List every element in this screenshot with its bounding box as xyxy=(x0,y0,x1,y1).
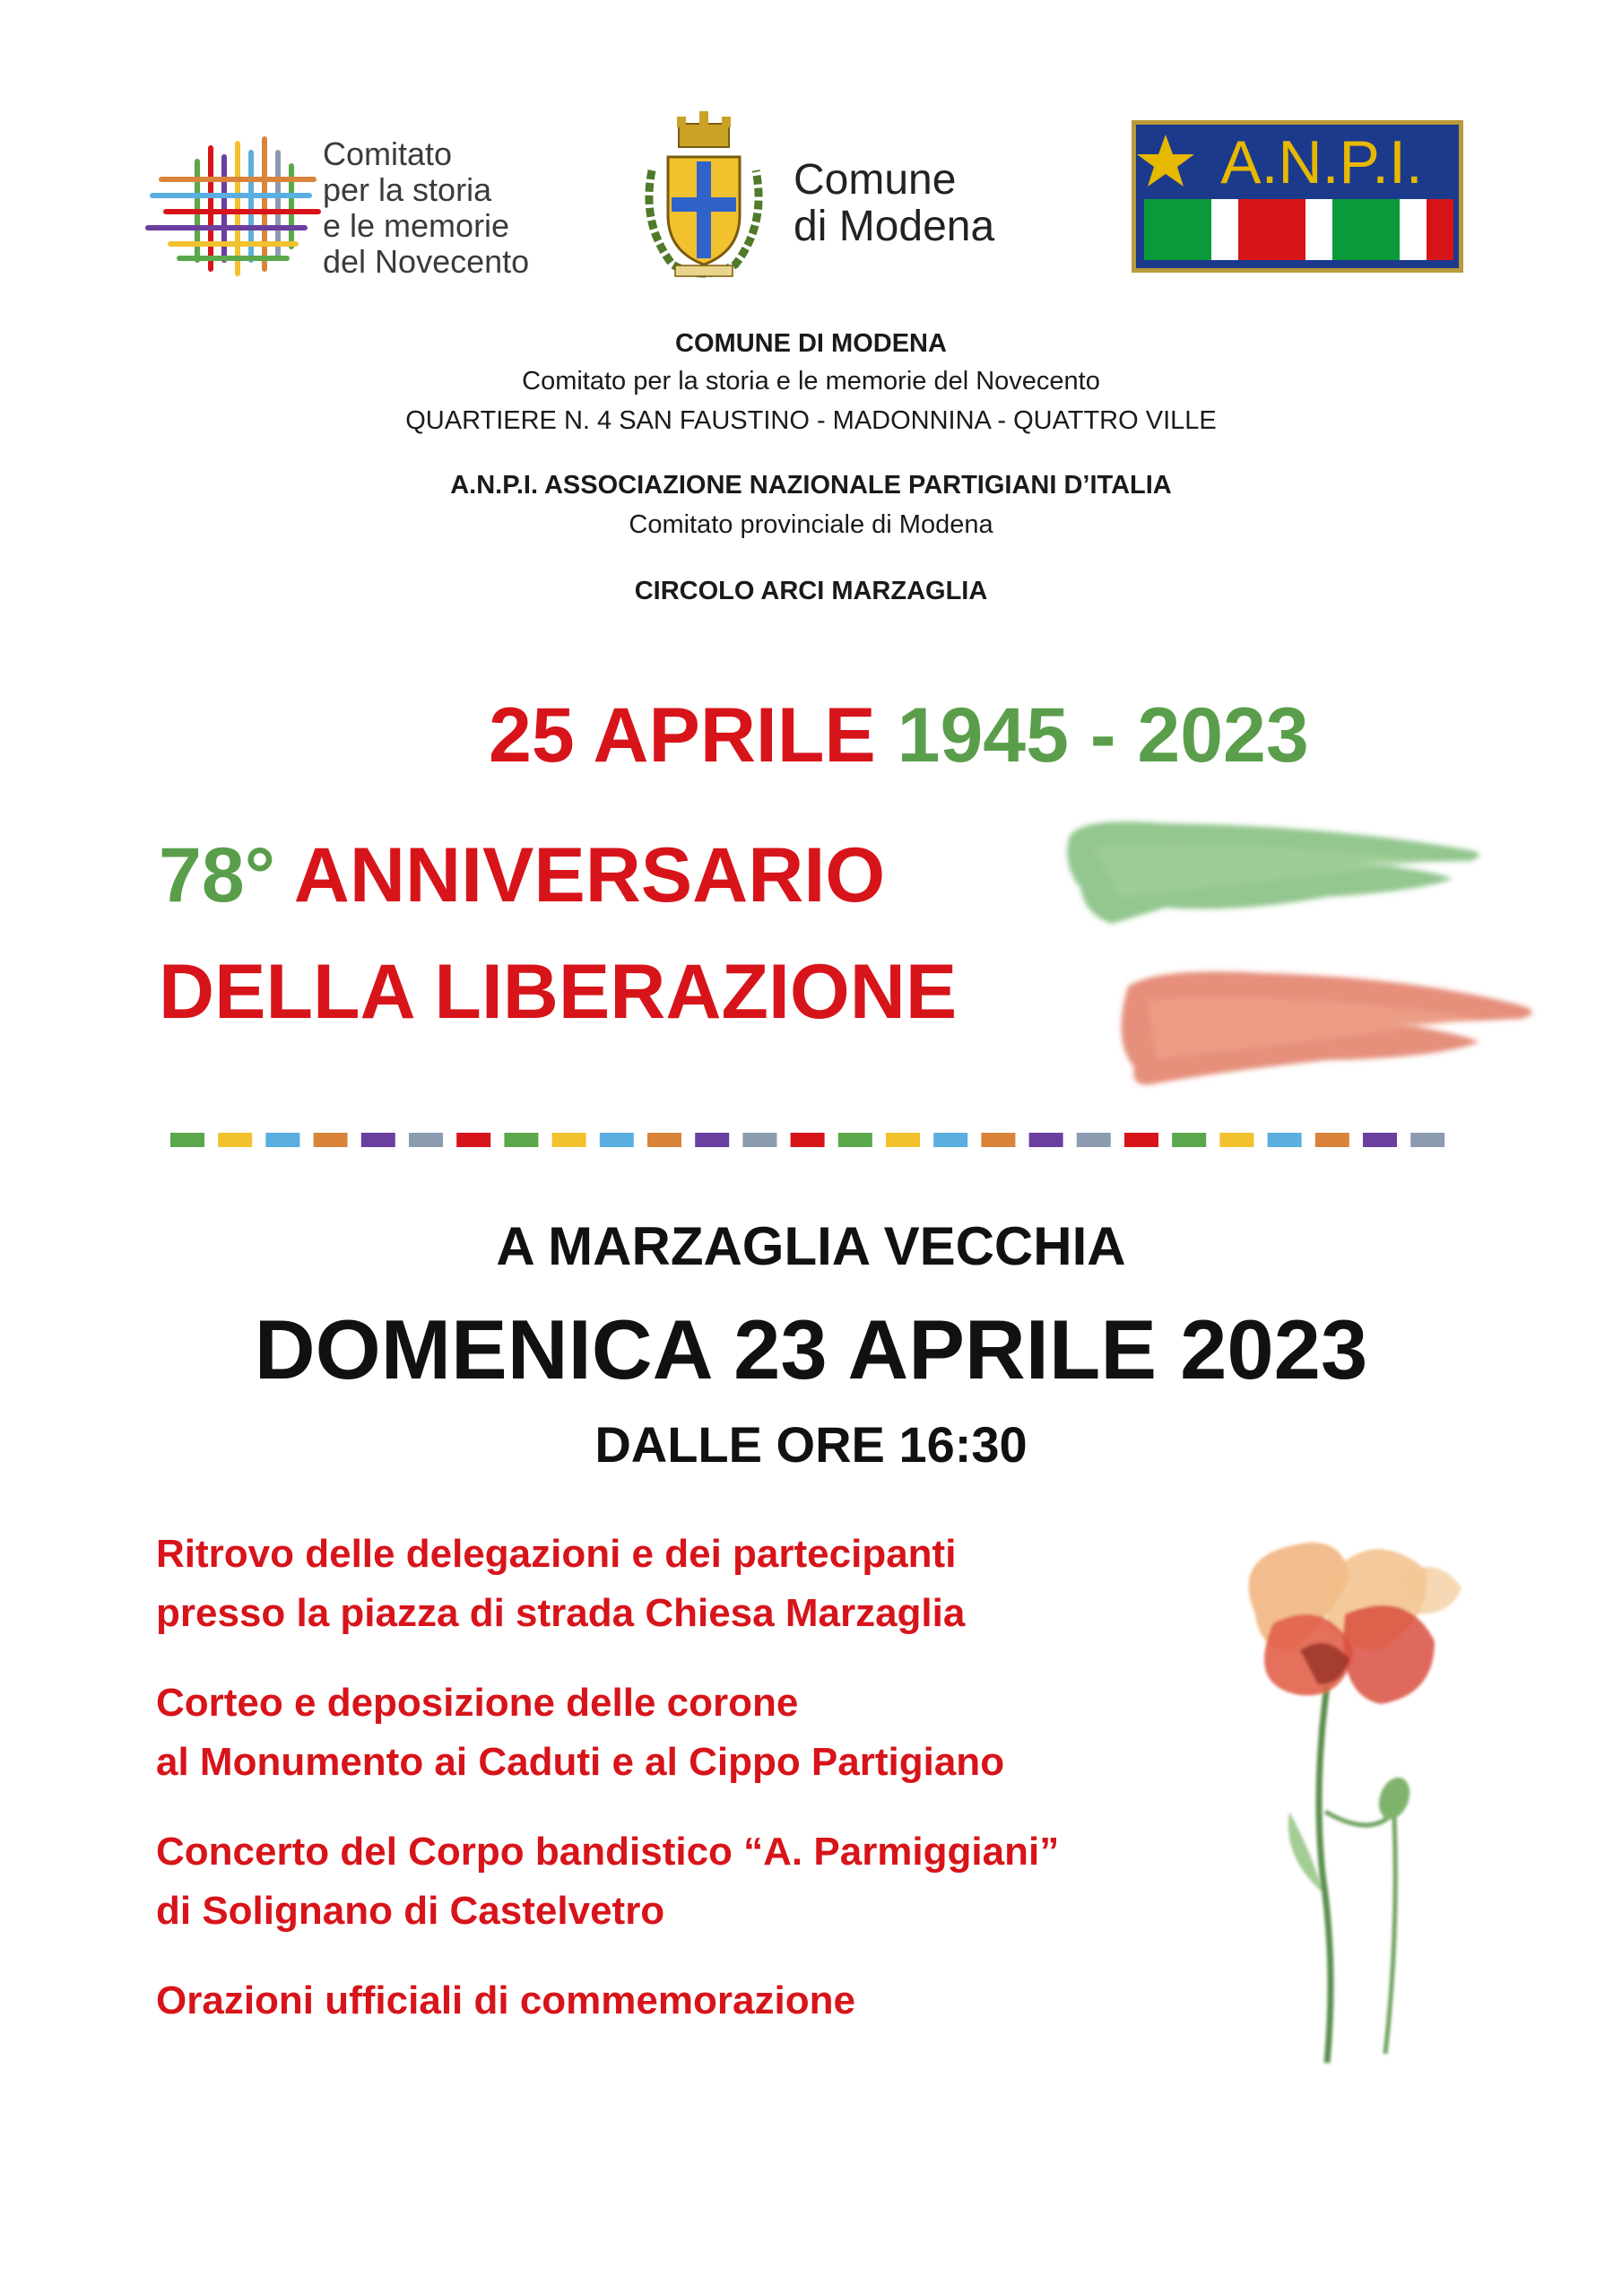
program-item-line: di Solignano di Castelvetro xyxy=(156,1889,665,1933)
organizer-circolo: CIRCOLO ARCI MARZAGLIA xyxy=(634,577,988,605)
program-item-line: Orazioni ufficiali di commemorazione xyxy=(156,1979,855,2022)
program-item-line: Corteo e deposizione delle corone xyxy=(156,1681,799,1725)
divider-dash xyxy=(1219,1133,1253,1147)
program-item xyxy=(156,1822,1277,1941)
divider-dash xyxy=(552,1133,586,1147)
divider-dash xyxy=(886,1133,920,1147)
divider-dash xyxy=(1315,1133,1349,1147)
anniversary-line xyxy=(159,831,885,920)
event-date: DOMENICA 23 APRILE 2023 xyxy=(254,1302,1368,1396)
program-item xyxy=(156,1674,1277,1792)
anniversary-number: 78° xyxy=(159,832,276,918)
divider-dash xyxy=(170,1133,204,1147)
comitato-logo xyxy=(143,126,592,278)
comune-logo-line: Comune xyxy=(794,156,957,204)
comitato-logo-line: e le memorie xyxy=(323,207,510,244)
divider-dash xyxy=(456,1133,490,1147)
program-item-line: presso la piazza di strada Chiesa Marzaglia xyxy=(156,1591,966,1635)
divider-dash xyxy=(314,1133,348,1147)
divider-dash xyxy=(695,1133,729,1147)
organizer-anpi-sub: Comitato provinciale di Modena xyxy=(629,510,993,539)
crown-crest-icon xyxy=(632,108,776,287)
event-time: DALLE ORE 16:30 xyxy=(594,1416,1028,1473)
poppy-flower-icon xyxy=(1193,1516,1551,2099)
headline-date-red: 25 APRILE xyxy=(489,692,876,778)
divider-dash xyxy=(1363,1133,1397,1147)
divider-dash xyxy=(1172,1133,1206,1147)
program-item-line: Ritrovo delle delegazioni e dei partecipanti xyxy=(156,1532,957,1576)
star-flag-badge-icon xyxy=(1132,120,1463,273)
green-brush-stroke xyxy=(1067,822,1479,924)
organizer-comune-title: COMUNE DI MODENA xyxy=(675,329,947,358)
divider-dash xyxy=(265,1133,299,1147)
organizer-comitato-line: Comitato per la storia e le memorie del Novecento xyxy=(522,367,1100,396)
divider-dash xyxy=(1268,1133,1302,1147)
program-item xyxy=(156,1971,1277,2031)
woven-threads-icon xyxy=(143,126,323,278)
divider-dash xyxy=(933,1133,967,1147)
comune-logo-line: di Modena xyxy=(794,203,995,250)
program-item-line: al Monumento ai Caduti e al Cippo Partigiano xyxy=(156,1740,1005,1784)
divider-dash xyxy=(218,1133,252,1147)
divider-dash xyxy=(742,1133,776,1147)
program-item-line: Concerto del Corpo bandistico “A. Parmiggiani” xyxy=(156,1830,1060,1874)
comune-modena-text xyxy=(794,157,994,250)
anpi-logo-text: A.N.P.I. xyxy=(1220,128,1423,196)
divider-dash xyxy=(647,1133,681,1147)
divider-dash xyxy=(1124,1133,1158,1147)
organizer-quartiere-line: QUARTIERE N. 4 SAN FAUSTINO - MADONNINA - QUATTRO VILLE xyxy=(405,406,1217,435)
comitato-logo-line: del Novecento xyxy=(323,243,530,280)
divider-dash xyxy=(1029,1133,1063,1147)
red-brush-stroke xyxy=(1121,971,1531,1084)
divider-dash xyxy=(600,1133,634,1147)
divider-dash xyxy=(838,1133,872,1147)
divider-dash xyxy=(981,1133,1015,1147)
comitato-logo-line: per la storia xyxy=(323,171,492,208)
organizer-anpi-title: A.N.P.I. ASSOCIAZIONE NAZIONALE PARTIGIANI D’ITALIA xyxy=(450,471,1172,500)
anniversary-word: ANNIVERSARIO xyxy=(293,832,886,918)
divider-dash xyxy=(409,1133,443,1147)
comitato-logo-text xyxy=(323,136,529,280)
divider-dash xyxy=(791,1133,825,1147)
divider-dash xyxy=(361,1133,395,1147)
comune-modena-logo xyxy=(632,108,1045,287)
comitato-logo-line: Comitato xyxy=(323,135,453,172)
divider-dash xyxy=(504,1133,538,1147)
headline-date xyxy=(489,691,1309,780)
liberation-line: DELLA LIBERAZIONE xyxy=(159,949,958,1035)
event-venue: A MARZAGLIA VECCHIA xyxy=(496,1216,1126,1276)
program-list xyxy=(156,1525,1277,2061)
divider-dash xyxy=(1410,1133,1444,1147)
divider-dash xyxy=(1077,1133,1111,1147)
tricolor-brush-strokes xyxy=(1058,798,1542,1112)
program-item xyxy=(156,1525,1277,1643)
colored-dash-divider xyxy=(170,1133,1457,1147)
headline-years: 1945 - 2023 xyxy=(897,692,1309,778)
